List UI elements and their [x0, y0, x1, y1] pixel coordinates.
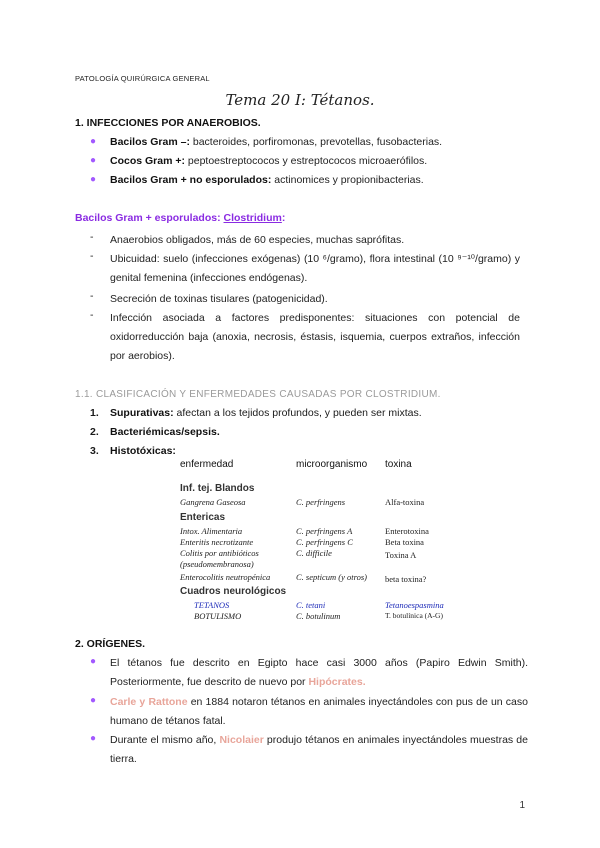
person-name: Hipócrates.	[308, 676, 366, 688]
dash-marker: -	[90, 250, 94, 262]
table-cell: C. perfringens A	[296, 526, 353, 536]
bullet-icon: ●	[90, 174, 97, 185]
list-item-term: Cocos Gram +:	[110, 155, 185, 167]
list-item	[110, 693, 528, 731]
dash-item-text: Infección asociada a factores predisponentes: situaciones con potencial de oxidorreducción baja (anoxia, necrosis, éstasis, isquemia, cuerpos extraños, infección por aerobios).	[110, 312, 520, 362]
list-item-text: actinomices y propionibacterias.	[271, 174, 424, 186]
item-number: 1.	[90, 407, 99, 419]
para-text: El tétanos fue descrito en Egipto hace casi 3000 años (Papiro Edwin Smith). Posteriormente, fue descrito de nuevo por	[110, 657, 528, 688]
table-header: enfermedad	[180, 459, 234, 470]
bullet-icon: ●	[90, 155, 97, 166]
subheading-prefix: Bacilos Gram + esporulados:	[75, 212, 224, 224]
item-number: 3.	[90, 445, 99, 457]
table-cell: T. botulínica (A-G)	[385, 611, 443, 620]
table-cell: Tetanoespasmina	[385, 600, 444, 610]
table-cell: Toxina A	[385, 550, 417, 560]
table-category: Inf. tej. Blandos	[180, 483, 255, 494]
list-item-term: Bacilos Gram + no esporulados:	[110, 174, 272, 186]
item-term: Bacteriémicas/sepsis.	[110, 426, 220, 438]
dash-item-text: Secreción de toxinas tisulares (patogenicidad).	[110, 293, 328, 305]
table-cell: BOTULISMO	[194, 611, 242, 621]
table-cell: beta toxina?	[385, 574, 427, 584]
table-cell: Enterocolitis neutropénica	[180, 572, 271, 582]
table-header: toxina	[385, 459, 412, 470]
clostridium-table	[180, 459, 450, 624]
bullet-icon: ●	[90, 136, 97, 147]
table-cell: C. difficile	[296, 548, 332, 558]
list-item-text: bacteroides, porfiromonas, prevotellas, fusobacterias.	[189, 136, 443, 148]
table-cell: Colitis por antibióticos	[180, 548, 259, 558]
dash-item-text: Ubicuidad: suelo (infecciones exógenas) (10 ⁶/gramo), flora intestinal (10 ⁹⁻¹⁰/gramo) y genital femenina (infecciones endógenas).	[110, 253, 520, 284]
section-heading-clasificacion: 1.1. CLASIFICACIÓN Y ENFERMEDADES CAUSADAS POR CLOSTRIDIUM.	[75, 389, 441, 400]
table-cell: Enterotoxina	[385, 526, 429, 536]
section-heading-origenes: 2. ORÍGENES.	[75, 638, 146, 650]
list-item-text: peptoestreptococos y estreptococos microaerófilos.	[184, 155, 428, 167]
running-header: PATOLOGÍA QUIRÚRGICA GENERAL	[75, 74, 210, 83]
section-heading-infecciones: 1. INFECCIONES POR ANAEROBIOS.	[75, 117, 261, 129]
list-item	[110, 654, 528, 692]
table-cell: C. septicum (y otros)	[296, 572, 367, 582]
table-cell: Gangrena Gaseosa	[180, 497, 246, 507]
table-cell: C. perfringens C	[296, 537, 353, 547]
table-cell: C. perfringens	[296, 497, 346, 507]
item-term: Histotóxicas:	[110, 445, 176, 457]
table-cell: Intox. Alimentaria	[180, 526, 243, 536]
subheading-suffix: :	[281, 212, 286, 224]
list-item	[110, 731, 528, 769]
bullet-icon: ●	[90, 656, 97, 667]
table-category: Entericas	[180, 512, 226, 523]
table-cell: TETANOS	[194, 600, 230, 610]
person-name: Nicolaier	[219, 734, 264, 746]
table-header: microorganismo	[296, 459, 368, 470]
table-cell: Enteritis necrotizante	[180, 537, 254, 547]
clostridium-link: Clostridium	[223, 212, 282, 224]
table-cell: Alfa-toxina	[385, 497, 425, 507]
para-text: Durante el mismo año,	[110, 734, 220, 746]
item-term: Supurativas:	[110, 407, 174, 419]
item-number: 2.	[90, 426, 99, 438]
list-item-term: Bacilos Gram –:	[110, 136, 190, 148]
bullet-icon: ●	[90, 733, 97, 744]
item-text: afectan a los tejidos profundos, y pueden ser mixtas.	[173, 407, 422, 419]
dash-item-text: Anaerobios obligados, más de 60 especies, muchas saprófitas.	[110, 234, 405, 246]
clostridium-heading	[75, 212, 285, 224]
person-name: Carle y Rattone	[110, 696, 188, 708]
para-text: produjo tétanos en animales inyectándoles muestras de tierra.	[110, 734, 528, 765]
dash-marker: -	[90, 290, 94, 302]
para-text: en 1884 notaron tétanos en animales inyectándoles con pus de un caso humano de tétanos fatal.	[110, 696, 528, 727]
dash-marker: -	[90, 309, 94, 321]
page-title: Tema 20 I: Tétanos.	[225, 91, 375, 109]
table-cell: (pseudomembranosa)	[180, 559, 254, 569]
page-number: 1	[519, 800, 525, 811]
bullet-icon: ●	[90, 695, 97, 706]
table-cell: C. tetani	[296, 600, 326, 610]
table-category: Cuadros neurológicos	[180, 586, 287, 597]
dash-marker: -	[90, 231, 94, 243]
table-cell: C. botulinum	[296, 611, 341, 621]
table-cell: Beta toxina	[385, 537, 424, 547]
